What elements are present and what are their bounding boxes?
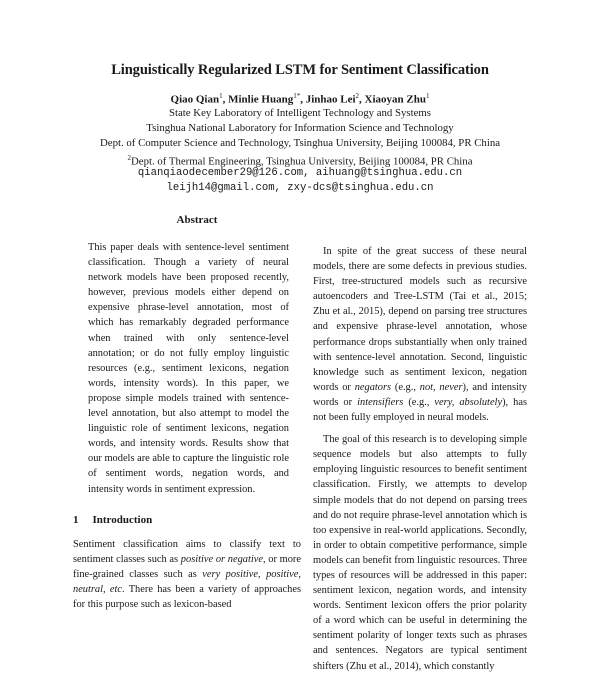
right-column [313,244,527,674]
italic-run: intensifiers [357,396,404,408]
text-run: ), has not been fully employed in neural models. [313,396,527,424]
email-line: leijh14@gmail.com, zxy-dcs@tsinghua.edu.cn [166,182,434,194]
italic-run: not, never [419,381,463,393]
italic-run: positive or negative [180,554,263,566]
author-name: Minlie Huang [228,93,294,106]
author-name: Qiao Qian [170,93,220,106]
section-number: 1 [73,514,79,526]
paragraph [313,244,527,425]
italic-run: negators [354,381,392,393]
text-run: (e.g., [391,381,420,393]
email-line: qianqiaodecember29@126.com, aihuang@tsinghua.edu.cn [137,167,463,179]
italic-run: very, absolutely [434,396,503,408]
affiliation-text: Dept. of Thermal Engineering, Tsinghua University, Beijing 100084, PR China [130,155,473,168]
paper-title: Linguistically Regularized LSTM for Sentiment Classification [111,62,489,78]
author-name: Xiaoyan Zhu [364,93,426,106]
author-sup: 2 [355,92,360,100]
affiliation-line: State Key Laboratory of Intelligent Technology and Systems [168,107,431,119]
affiliation-sup: 2 [127,154,131,162]
abstract-body: This paper deals with sentence-level sentiment classification. Though a variety of neural network models have been proposed recently, however, previous models either depend on expensive phrase-level annotation, most of which has remarkably degraded performance when trained with only sentence-level annotation; or do not fully employ linguistic resources (e.g., sentiment lexicons, negation words, intensity words). In this paper, we propose simple models trained with sentence-level annotation, but also attempt to model the linguistic role of sentiment lexicons, negation words, and intensity words. Results show that our models are able to capture the linguistic role of sentiment words, negation words, and intensity words in sentiment expression. [88,242,289,495]
author-sup: 1 [425,92,430,100]
author-list: Qiao Qian$^1$, Minlie Huang$^{1*}$, Jinhao Lei$^2$, Xiaoyan Zhu$^1$ [170,92,430,106]
text-run: (e.g., [403,396,435,408]
author-name: Jinhao Lei [305,93,356,106]
affiliation-line: Tsinghua National Laboratory for Information Science and Technology [146,122,454,134]
intro-paragraph [73,537,301,612]
section-title: Introduction [92,514,153,526]
text-run: Sentiment classification aims to classify text to sentiment classes such as [73,539,301,566]
section-heading [73,514,152,526]
abstract-heading: Abstract [176,214,218,226]
italic-run: very positive, positive, neutral, etc [73,569,301,596]
affiliation-line: Dept. of Computer Science and Technology, Tsinghua University, Beijing 100084, PR China [99,137,501,149]
paragraph: The goal of this research is to developing simple sequence models but also attempts to fully employing linguistic resources to benefit sentiment classification. Firstly, we attempts to develop simple models that do not depend on parsing trees and do not require phrase-level annotation which is too expensive in real-world applications. Secondly, in order to obtain competitive performance, simple models can benefit from linguistic resources. Three types of resources will be addressed in this paper: sentiment lexicon, negation words, and intensity words. Sentiment lexicon offers the prior polarity of a word which can be useful in determining the sentiment polarity of longer texts such as phrases and sentences. Negators are typical sentiment shifters (Zhu et al., 2014), which constantly [313,434,527,672]
text-run: . There has been a variety of approaches for this purpose such as lexicon-based [73,584,301,611]
text-run: ), and intensity words or [313,381,527,408]
text-run: , or more fine-grained classes such as [73,554,301,581]
text-run: In spite of the great success of these neural models, there are some defects in previous studies. First, tree-structured models such as recursive autoencoders and Tree-LSTM (Tai et al., 2015; Zhu et al., 2015), depend on parsing tree structures and expensive phrase-level annotation, whose performance drops substantially when only trained with sentence-level annotation. Second, linguistic knowledge such as sentiment lexicon, negation words or [313,246,527,393]
author-sup: 1 [219,92,223,100]
author-sup: 1* [293,92,301,100]
